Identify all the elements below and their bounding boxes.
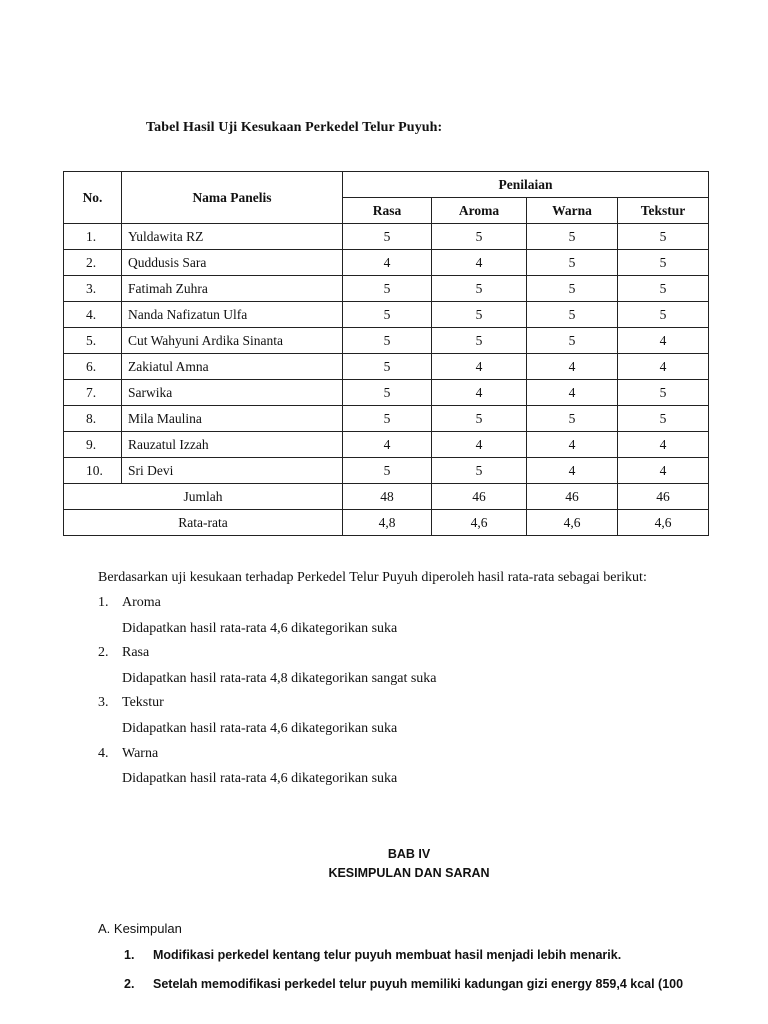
- section-heading: A. Kesimpulan: [98, 921, 182, 936]
- score-cell: 4: [527, 354, 618, 380]
- finding-item: [98, 695, 164, 711]
- conclusion-text: Setelah memodifikasi perkedel telur puyuh memiliki kadungan gizi energy 859,4 kcal (100: [153, 977, 684, 991]
- score-cell: 5: [618, 224, 709, 250]
- row-number: 6.: [64, 354, 122, 380]
- score-cell: 5: [432, 458, 527, 484]
- score-cell: 5: [343, 380, 432, 406]
- score-cell: 4: [527, 380, 618, 406]
- table-row: [64, 302, 709, 328]
- table-row: [64, 224, 709, 250]
- total-cell: 46: [618, 484, 709, 510]
- panelist-name: Nanda Nafizatun Ulfa: [122, 302, 343, 328]
- finding-item: [98, 746, 158, 762]
- panelist-name: Cut Wahyuni Ardika Sinanta: [122, 328, 343, 354]
- conclusion-item: [124, 948, 621, 962]
- header-penilaian: Penilaian: [343, 172, 709, 198]
- average-cell: 4,6: [432, 510, 527, 536]
- finding-number: 3.: [98, 695, 109, 710]
- score-cell: 5: [618, 276, 709, 302]
- finding-detail: Didapatkan hasil rata-rata 4,6 dikategorikan suka: [122, 621, 398, 636]
- chapter-number: BAB IV: [387, 847, 431, 861]
- table-row: [64, 250, 709, 276]
- score-cell: 5: [343, 302, 432, 328]
- score-cell: 5: [618, 380, 709, 406]
- average-cell: 4,6: [527, 510, 618, 536]
- average-cell: 4,8: [343, 510, 432, 536]
- finding-label: Aroma: [122, 595, 161, 610]
- panelist-name: Sarwika: [122, 380, 343, 406]
- score-cell: 4: [618, 458, 709, 484]
- finding-detail: Didapatkan hasil rata-rata 4,6 dikategorikan suka: [122, 721, 398, 736]
- total-cell: 48: [343, 484, 432, 510]
- panelist-name: Zakiatul Amna: [122, 354, 343, 380]
- score-cell: 5: [527, 250, 618, 276]
- table-row: [64, 380, 709, 406]
- chapter-title: KESIMPULAN DAN SARAN: [328, 866, 490, 880]
- score-cell: 4: [432, 250, 527, 276]
- score-cell: 5: [343, 328, 432, 354]
- header-aroma: Aroma: [432, 198, 527, 224]
- score-cell: 5: [343, 276, 432, 302]
- score-cell: 4: [527, 458, 618, 484]
- score-cell: 5: [432, 302, 527, 328]
- score-cell: 5: [343, 354, 432, 380]
- score-cell: 4: [618, 328, 709, 354]
- finding-label: Rasa: [122, 645, 150, 660]
- finding-number: 1.: [98, 595, 109, 610]
- score-cell: 5: [432, 406, 527, 432]
- total-cell: 46: [432, 484, 527, 510]
- score-cell: 4: [618, 354, 709, 380]
- score-cell: 4: [618, 432, 709, 458]
- score-cell: 5: [343, 406, 432, 432]
- header-warna: Warna: [527, 198, 618, 224]
- conclusion-number: 1.: [124, 948, 135, 962]
- results-table: [63, 171, 709, 536]
- score-cell: 5: [618, 302, 709, 328]
- finding-number: 2.: [98, 645, 109, 660]
- score-cell: 5: [432, 328, 527, 354]
- finding-label: Warna: [122, 746, 159, 761]
- table-row: [64, 354, 709, 380]
- table-caption: Tabel Hasil Uji Kesukaan Perkedel Telur Puyuh:: [146, 120, 443, 135]
- row-number: 2.: [64, 250, 122, 276]
- score-cell: 5: [343, 458, 432, 484]
- table-row: [64, 328, 709, 354]
- table-row: [64, 458, 709, 484]
- panelist-name: Quddusis Sara: [122, 250, 343, 276]
- row-number: 10.: [64, 458, 122, 484]
- score-cell: 4: [432, 380, 527, 406]
- score-cell: 4: [343, 432, 432, 458]
- panelist-name: Mila Maulina: [122, 406, 343, 432]
- finding-detail: Didapatkan hasil rata-rata 4,8 dikategorikan sangat suka: [122, 671, 437, 686]
- row-number: 4.: [64, 302, 122, 328]
- intro-paragraph: Berdasarkan uji kesukaan terhadap Perkedel Telur Puyuh diperoleh hasil rata-rata sebagai berikut:: [98, 570, 647, 585]
- score-cell: 5: [432, 224, 527, 250]
- score-cell: 5: [527, 328, 618, 354]
- header-name: Nama Panelis: [122, 172, 343, 224]
- score-cell: 5: [343, 224, 432, 250]
- conclusion-number: 2.: [124, 977, 135, 991]
- row-number: 8.: [64, 406, 122, 432]
- finding-detail: Didapatkan hasil rata-rata 4,6 dikategorikan suka: [122, 771, 398, 786]
- conclusion-item: [124, 977, 683, 991]
- score-cell: 5: [618, 406, 709, 432]
- header-rasa: Rasa: [343, 198, 432, 224]
- finding-number: 4.: [98, 746, 109, 761]
- finding-item: [98, 645, 149, 661]
- finding-label: Tekstur: [122, 695, 164, 710]
- score-cell: 4: [432, 432, 527, 458]
- row-number: 1.: [64, 224, 122, 250]
- score-cell: 5: [618, 250, 709, 276]
- score-cell: 5: [527, 276, 618, 302]
- finding-item: [98, 595, 161, 611]
- table-row: [64, 276, 709, 302]
- table-row: [64, 406, 709, 432]
- panelist-name: Sri Devi: [122, 458, 343, 484]
- panelist-name: Rauzatul Izzah: [122, 432, 343, 458]
- row-number: 5.: [64, 328, 122, 354]
- row-number: 9.: [64, 432, 122, 458]
- average-row: [64, 510, 709, 536]
- score-cell: 4: [343, 250, 432, 276]
- table-row: [64, 432, 709, 458]
- row-number: 3.: [64, 276, 122, 302]
- score-cell: 4: [527, 432, 618, 458]
- average-cell: 4,6: [618, 510, 709, 536]
- conclusion-text: Modifikasi perkedel kentang telur puyuh membuat hasil menjadi lebih menarik.: [153, 948, 622, 962]
- score-cell: 4: [432, 354, 527, 380]
- score-cell: 5: [527, 406, 618, 432]
- row-number: 7.: [64, 380, 122, 406]
- score-cell: 5: [432, 276, 527, 302]
- score-cell: 5: [527, 224, 618, 250]
- total-cell: 46: [527, 484, 618, 510]
- score-cell: 5: [527, 302, 618, 328]
- total-row: [64, 484, 709, 510]
- average-label: Rata-rata: [64, 510, 343, 536]
- header-tekstur: Tekstur: [618, 198, 709, 224]
- panelist-name: Fatimah Zuhra: [122, 276, 343, 302]
- header-no: No.: [64, 172, 122, 224]
- total-label: Jumlah: [64, 484, 343, 510]
- panelist-name: Yuldawita RZ: [122, 224, 343, 250]
